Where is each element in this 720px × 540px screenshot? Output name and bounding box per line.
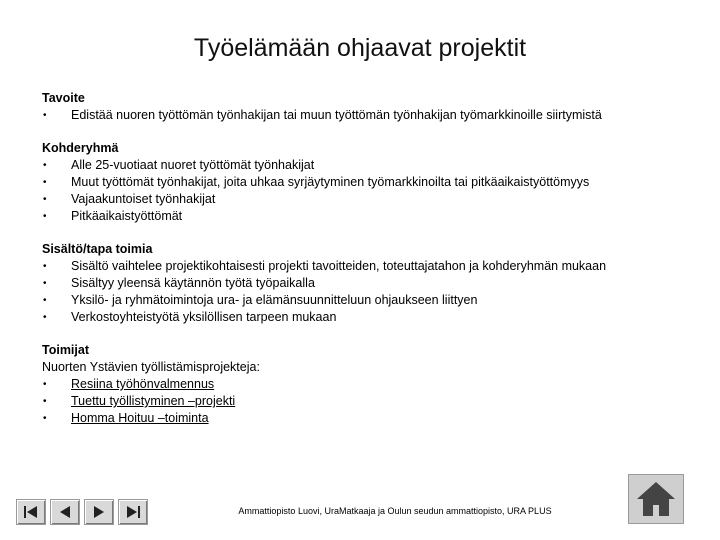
list-item xyxy=(42,258,702,275)
list-item xyxy=(42,157,702,174)
list-item-text: Muut työttömät työnhakijat, joita uhkaa syrjäytyminen työmarkkinoilta tai pitkäaikaistyöttömyys xyxy=(71,175,590,189)
section-toimijat xyxy=(42,342,702,427)
list-item xyxy=(42,174,702,191)
home-button[interactable] xyxy=(628,474,684,524)
bullet-icon: • xyxy=(43,194,47,205)
list-item xyxy=(42,191,702,208)
list-item xyxy=(42,309,702,326)
section-heading: Tavoite xyxy=(42,91,85,105)
bullet-icon: • xyxy=(43,295,47,306)
next-slide-icon xyxy=(89,504,109,520)
page-title: Työelämään ohjaavat projektit xyxy=(193,34,527,62)
list-item-text: Yksilö- ja ryhmätoimintoja ura- ja elämänsuunnitteluun ohjaukseen liittyen xyxy=(71,293,478,307)
bullet-icon: • xyxy=(43,160,47,171)
section-heading: Toimijat xyxy=(42,343,89,357)
list-item-text: Verkostoyhteistyötä yksilöllisen tarpeen mukaan xyxy=(71,310,337,324)
section-sisalto xyxy=(42,241,702,326)
bullet-icon: • xyxy=(43,261,47,272)
link-homma-hoituu[interactable]: Homma Hoituu –toiminta xyxy=(71,411,209,425)
footer-text: Ammattiopisto Luovi, UraMatkaaja ja Oulun seudun ammattiopisto, URA PLUS xyxy=(238,506,552,516)
home-icon xyxy=(634,479,678,519)
list-item-text: Pitkäaikaistyöttömät xyxy=(71,209,183,223)
bullet-icon: • xyxy=(43,379,47,390)
section-heading: Kohderyhmä xyxy=(42,141,119,155)
list-item-text: Vajaakuntoiset työnhakijat xyxy=(71,192,216,206)
section-intro: Nuorten Ystävien työllistämisprojekteja: xyxy=(42,360,260,374)
list-item-text: Alle 25-vuotiaat nuoret työttömät työnhakijat xyxy=(71,158,315,172)
list-item xyxy=(42,376,702,393)
slide-navigation xyxy=(16,499,148,525)
link-resiina[interactable]: Resiina työhönvalmennus xyxy=(71,377,215,391)
bullet-icon: • xyxy=(43,396,47,407)
previous-slide-icon xyxy=(55,504,75,520)
bullet-icon: • xyxy=(43,278,47,289)
list-item-text: Sisältyy yleensä käytännön työtä työpaikalla xyxy=(71,276,315,290)
list-item xyxy=(42,275,702,292)
next-slide-button[interactable] xyxy=(84,499,114,525)
list-item xyxy=(42,393,702,410)
bullet-icon: • xyxy=(43,413,47,424)
slide-content xyxy=(42,90,702,443)
list-item xyxy=(42,107,702,124)
list-item-text: Edistää nuoren työttömän työnhakijan tai muun työttömän työnhakijan työmarkkinoille siirtymistä xyxy=(71,108,602,122)
list-item-text: Sisältö vaihtelee projektikohtaisesti projekti tavoitteiden, toteuttajatahon ja kohderyhmän mukaan xyxy=(71,259,607,273)
section-tavoite xyxy=(42,90,702,124)
last-slide-button[interactable] xyxy=(118,499,148,525)
previous-slide-button[interactable] xyxy=(50,499,80,525)
bullet-icon: • xyxy=(43,211,47,222)
section-kohderyhma xyxy=(42,140,702,225)
bullet-icon: • xyxy=(43,312,47,323)
list-item xyxy=(42,208,702,225)
link-tuettu-tyollistyminen[interactable]: Tuettu työllistyminen –projekti xyxy=(71,394,236,408)
list-item xyxy=(42,292,702,309)
first-slide-button[interactable] xyxy=(16,499,46,525)
last-slide-icon xyxy=(123,504,143,520)
list-item xyxy=(42,410,702,427)
section-heading: Sisältö/tapa toimia xyxy=(42,242,153,256)
bullet-icon: • xyxy=(43,177,47,188)
bullet-icon: • xyxy=(43,110,47,121)
first-slide-icon xyxy=(21,504,41,520)
